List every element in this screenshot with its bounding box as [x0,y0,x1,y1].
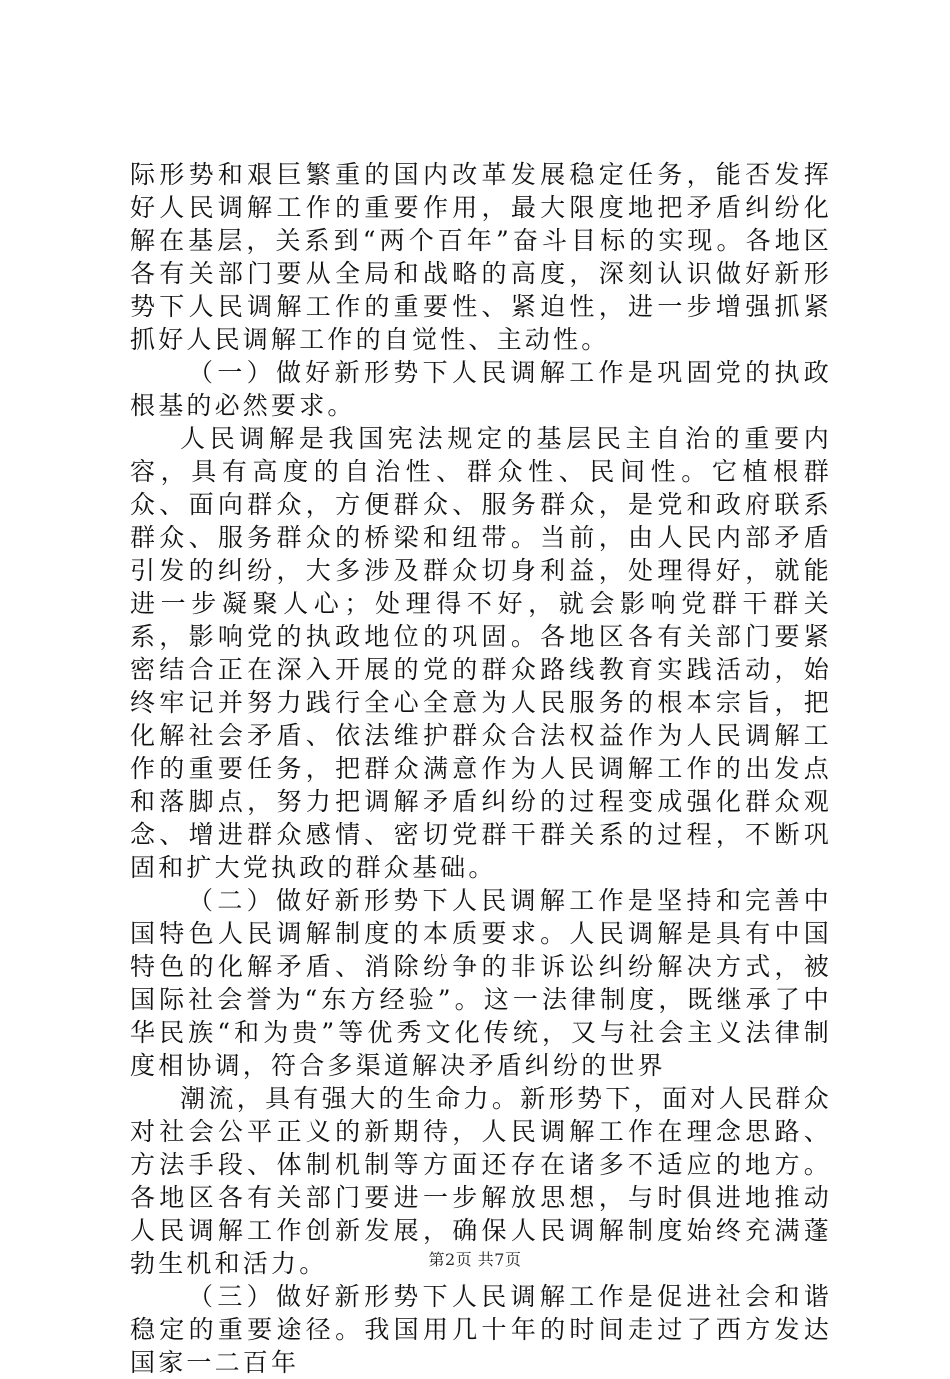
paragraph-heading-3: （三）做好新形势下人民调解工作是促进社会和谐稳定的重要途径。我国用几十年的时间走过了西方发达国家一二百年 [130,1282,832,1377]
paragraph-intro: 际形势和艰巨繁重的国内改革发展稳定任务，能否发挥好人民调解工作的重要作用，最大限度地把矛盾纠纷化解在基层，关系到“两个百年”奋斗目标的实现。各地区各有关部门要从全局和战略的高度，深刻认识做好新形势下人民调解工作的重要性、紧迫性，进一步增强抓紧抓好人民调解工作的自觉性、主动性。 [130,160,832,354]
paragraph-heading-2: （二）做好新形势下人民调解工作是坚持和完善中国特色人民调解制度的本质要求。人民调解是具有中国特色的化解矛盾、消除纷争的非诉讼纠纷解决方式，被国际社会誉为“东方经验”。这一法律制度，既继承了中华民族“和为贵”等优秀文化传统，又与社会主义法律制度相协调，符合多渠道解决矛盾纠纷的世界 [130,886,832,1080]
paragraph-body-2: 潮流，具有强大的生命力。新形势下，面对人民群众对社会公平正义的新期待，人民调解工作在理念思路、方法手段、体制机制等方面还存在诸多不适应的地方。各地区各有关部门要进一步解放思想，与时俱进地推动人民调解工作创新发展，确保人民调解制度始终充满蓬勃生机和活力。 [130,1084,832,1278]
paragraph-body-1: 人民调解是我国宪法规定的基层民主自治的重要内容，具有高度的自治性、群众性、民间性。它植根群众、面向群众，方便群众、服务群众，是党和政府联系群众、服务群众的桥梁和纽带。当前，由人民内部矛盾引发的纠纷，大多涉及群众切身利益，处理得好，就能进一步凝聚人心；处理得不好，就会影响党群干群关系，影响党的执政地位的巩固。各地区各有关部门要紧密结合正在深入开展的党的群众路线教育实践活动，始终牢记并努力践行全心全意为人民服务的根本宗旨，把化解社会矛盾、依法维护群众合法权益作为人民调解工作的重要任务，把群众满意作为人民调解工作的出发点和落脚点，努力把调解矛盾纠纷的过程变成强化群众观念、增进群众感情、密切党群干群关系的过程，不断巩固和扩大党执政的群众基础。 [130,424,832,882]
document-body [130,158,832,1379]
page-number-footer: 第2页 共7页 [428,1250,522,1269]
paragraph-heading-1: （一）做好新形势下人民调解工作是巩固党的执政根基的必然要求。 [130,358,832,420]
